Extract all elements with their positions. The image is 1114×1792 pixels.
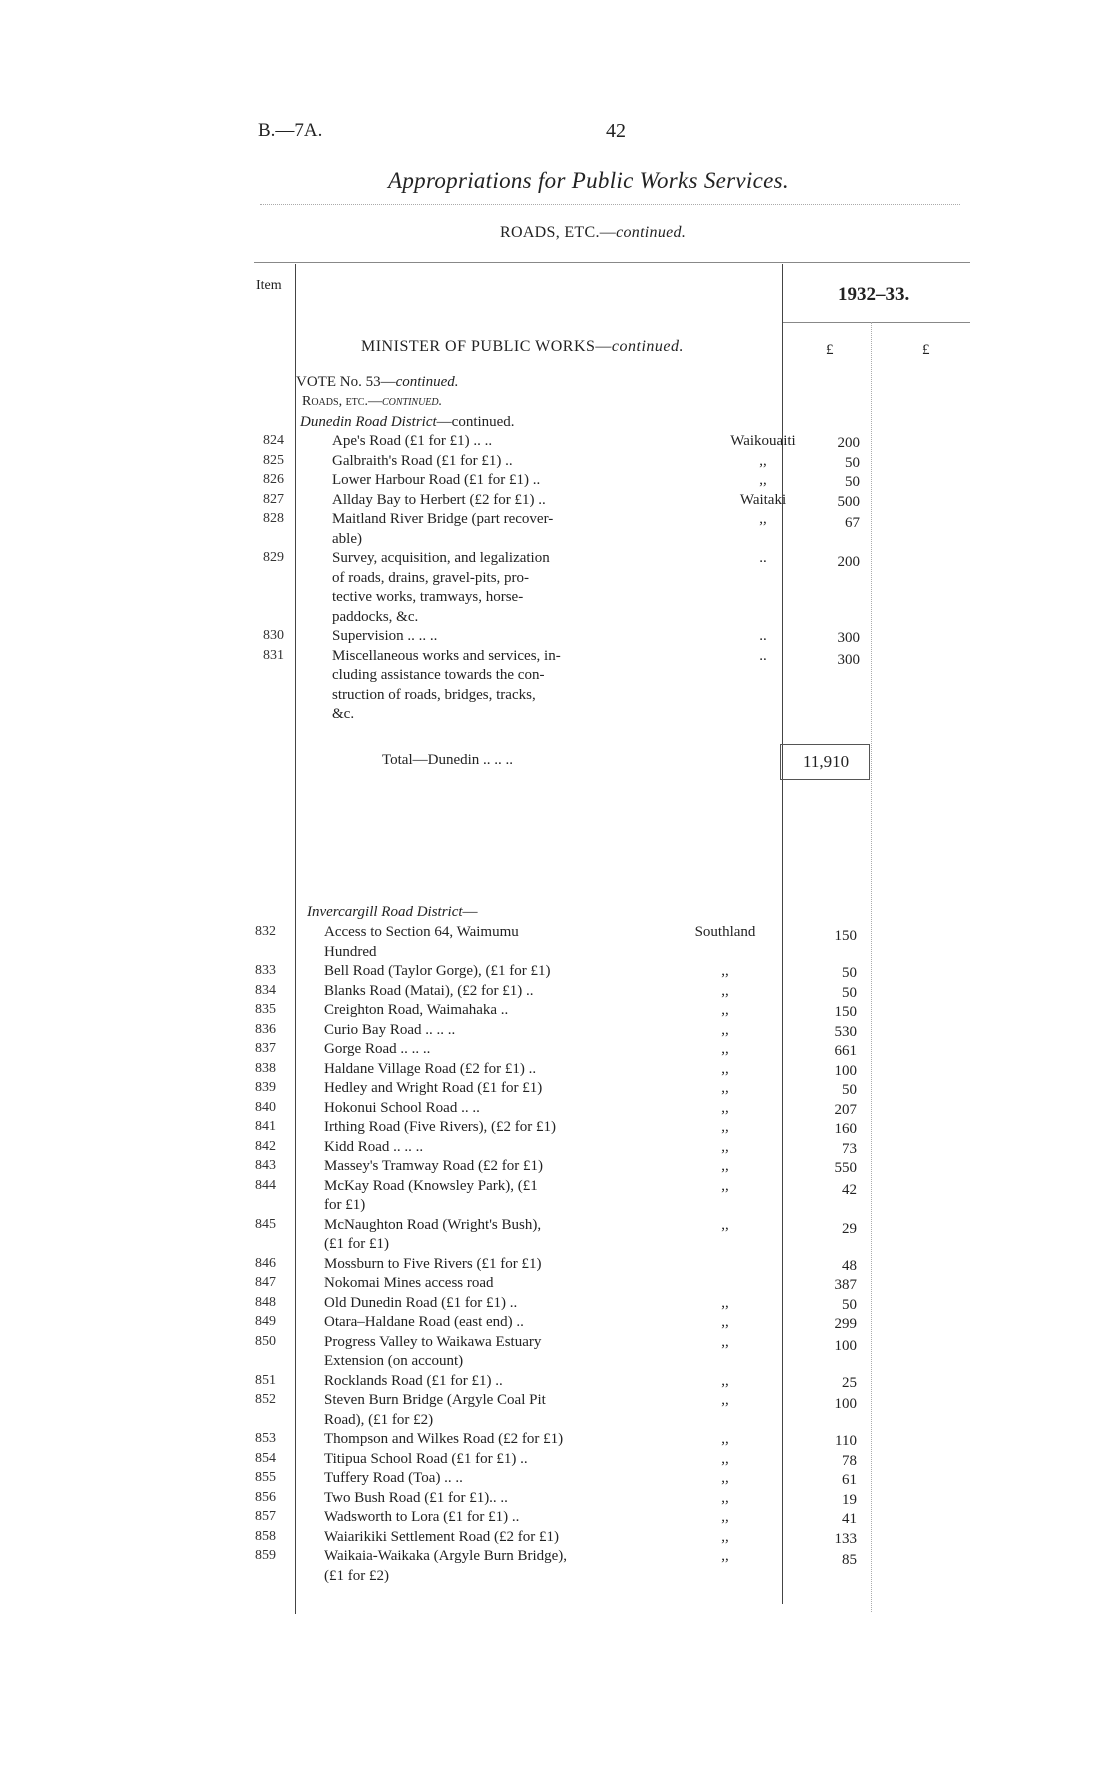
section-heading — [500, 224, 686, 242]
item-amount: 387 — [834, 1277, 857, 1293]
second-amount-column-rule — [871, 322, 872, 1612]
item-description: Maitland River Bridge (part recover- — [332, 511, 554, 527]
item-number: 846 — [255, 1255, 276, 1271]
item-number: 830 — [263, 628, 284, 643]
minister-heading-main: MINISTER OF PUBLIC WORKS— — [361, 338, 612, 355]
item-description: for £1) — [324, 1197, 366, 1213]
item-location: Waikouaiti — [730, 433, 796, 449]
item-description: Nokomai Mines access road — [324, 1275, 494, 1291]
item-description: Lower Harbour Road (£1 for £1) .. — [332, 472, 541, 488]
item-amount: 50 — [842, 984, 857, 1001]
item-description: Otara–Haldane Road (east end) .. — [324, 1314, 524, 1330]
item-location: ,, — [721, 1528, 729, 1545]
item-number: 831 — [263, 647, 284, 663]
item-amount: 550 — [834, 1160, 857, 1176]
item-number: 858 — [255, 1528, 276, 1544]
year-column-header: 1932–33. — [838, 284, 910, 305]
item-amount: 530 — [834, 1023, 857, 1040]
table-top-rule — [254, 262, 970, 263]
item-description: Gorge Road .. .. .. — [324, 1041, 431, 1057]
item-amount: 61 — [842, 1472, 857, 1488]
item-description: struction of roads, bridges, tracks, — [332, 686, 536, 703]
item-location: ,, — [759, 511, 767, 527]
item-location: ,, — [721, 1080, 729, 1096]
item-amount: 50 — [842, 1082, 857, 1098]
item-number: 837 — [255, 1041, 276, 1056]
item-location: ,, — [721, 963, 729, 979]
item-number: 853 — [255, 1431, 276, 1446]
year-underline — [782, 322, 970, 323]
item-description: Allday Bay to Herbert (£2 for £1) .. — [332, 491, 546, 508]
item-location: .. — [759, 628, 767, 644]
item-location: ,, — [759, 452, 767, 469]
item-description: Irthing Road (Five Rivers), (£2 for £1) — [324, 1119, 557, 1135]
item-number: 852 — [255, 1392, 276, 1407]
vote-heading — [296, 374, 458, 391]
item-location: ,, — [721, 1041, 729, 1057]
item-description: Hokonui School Road .. .. — [324, 1099, 480, 1116]
item-description: (£1 for £1) — [324, 1236, 389, 1252]
item-amount: 100 — [834, 1337, 857, 1354]
item-description: Ape's Road (£1 for £1) .. .. — [332, 433, 493, 449]
item-amount: 100 — [834, 1396, 857, 1412]
item-location: ,, — [721, 1138, 729, 1155]
currency-label-1: £ — [826, 342, 834, 358]
item-description: Hedley and Wright Road (£1 for £1) — [324, 1080, 543, 1096]
item-amount: 85 — [842, 1552, 857, 1568]
invercargill-district-heading — [307, 904, 478, 921]
item-number: 832 — [255, 924, 276, 939]
item-location: ,, — [721, 1392, 729, 1408]
title-rule — [260, 204, 960, 205]
item-amount: 200 — [837, 435, 860, 451]
item-amount: 100 — [834, 1062, 857, 1079]
item-location: Southland — [694, 924, 756, 940]
item-amount: 50 — [845, 474, 860, 490]
item-amount: 661 — [834, 1043, 857, 1059]
page-title: Appropriations for Public Works Services. — [388, 168, 789, 193]
item-number: 845 — [255, 1216, 276, 1232]
item-number: 854 — [255, 1450, 276, 1466]
item-description: tective works, tramways, horse- — [332, 589, 524, 605]
item-number: 859 — [255, 1548, 276, 1563]
currency-label-2: £ — [922, 342, 930, 358]
item-description: (£1 for £2) — [324, 1567, 389, 1584]
item-location: ,, — [721, 1119, 729, 1135]
dunedin-total-amount: 11,910 — [803, 752, 850, 771]
item-amount: 150 — [834, 1004, 857, 1020]
item-number: 848 — [255, 1294, 276, 1310]
item-amount: 500 — [837, 493, 860, 510]
item-location: .. — [759, 550, 767, 566]
item-number: 851 — [255, 1372, 276, 1388]
item-location: ,, — [721, 982, 729, 999]
item-number: 833 — [255, 963, 276, 978]
invercargill-district-name: Invercargill Road District — [307, 904, 463, 920]
minister-heading — [361, 338, 684, 356]
item-location: ,, — [721, 1002, 729, 1018]
item-amount: 299 — [834, 1316, 857, 1332]
section-heading-main: ROADS, ETC.— — [500, 224, 617, 241]
item-amount: 25 — [842, 1374, 857, 1391]
item-description: Massey's Tramway Road (£2 for £1) — [324, 1158, 543, 1174]
item-location: ,, — [721, 1021, 729, 1038]
dunedin-district-suffix: —continued. — [436, 414, 515, 430]
invercargill-district-suffix: — — [462, 904, 478, 920]
item-description: able) — [332, 530, 362, 547]
item-amount: 50 — [845, 454, 860, 471]
item-description: Miscellaneous works and services, in- — [332, 647, 561, 664]
item-description: Curio Bay Road .. .. .. — [324, 1021, 456, 1038]
item-number: 824 — [263, 433, 284, 448]
item-location: ,, — [721, 1158, 729, 1174]
item-location: ,, — [721, 1314, 729, 1330]
item-location: ,, — [721, 1548, 729, 1564]
item-number: 826 — [263, 472, 284, 487]
item-description: Bell Road (Taylor Gorge), (£1 for £1) — [324, 963, 551, 979]
dunedin-district-heading — [300, 414, 515, 431]
item-description: Steven Burn Bridge (Argyle Coal Pit — [324, 1392, 546, 1408]
item-location: ,, — [721, 1372, 729, 1389]
item-number: 843 — [255, 1158, 276, 1173]
item-location: .. — [759, 647, 767, 664]
item-description: Titipua School Road (£1 for £1) .. — [324, 1450, 528, 1467]
roads-subheading-cont: continued. — [381, 394, 443, 409]
item-description: Creighton Road, Waimahaka .. — [324, 1002, 509, 1018]
item-description: McKay Road (Knowsley Park), (£1 — [324, 1177, 538, 1194]
dunedin-total-label: Total—Dunedin .. .. .. — [382, 752, 514, 768]
item-amount: 207 — [834, 1101, 857, 1118]
item-amount: 42 — [842, 1181, 857, 1198]
item-number: 829 — [263, 550, 284, 565]
item-location: ,, — [721, 1099, 729, 1116]
minister-heading-cont: continued. — [611, 338, 684, 355]
item-amount: 160 — [834, 1121, 857, 1137]
dunedin-district-name: Dunedin Road District — [300, 414, 437, 430]
item-description: Mossburn to Five Rivers (£1 for £1) — [324, 1255, 542, 1272]
item-amount: 67 — [845, 515, 860, 531]
item-number: 839 — [255, 1080, 276, 1095]
vote-heading-cont: continued. — [395, 374, 459, 390]
item-description: &c. — [332, 706, 355, 722]
item-description: cluding assistance towards the con- — [332, 667, 545, 683]
item-number: 841 — [255, 1119, 276, 1134]
item-amount: 73 — [842, 1140, 857, 1157]
item-description: Two Bush Road (£1 for £1).. .. — [324, 1489, 508, 1506]
item-number: 827 — [263, 491, 284, 507]
item-number: 844 — [255, 1177, 276, 1193]
item-location: Waitaki — [739, 491, 787, 508]
item-description: Road), (£1 for £2) — [324, 1411, 434, 1428]
item-description: Survey, acquisition, and legalization — [332, 550, 550, 566]
item-description: Waikaia-Waikaka (Argyle Burn Bridge), — [324, 1548, 568, 1564]
item-description: Galbraith's Road (£1 for £1) .. — [332, 452, 513, 469]
item-description: Rocklands Road (£1 for £1) .. — [324, 1372, 503, 1389]
item-amount: 29 — [842, 1220, 857, 1237]
item-amount: 78 — [842, 1452, 857, 1469]
item-description: Wadsworth to Lora (£1 for £1) .. — [324, 1509, 520, 1525]
item-description: of roads, drains, gravel-pits, pro- — [332, 569, 530, 586]
item-amount: 300 — [837, 630, 860, 646]
item-number: 838 — [255, 1060, 276, 1076]
item-amount: 50 — [842, 1296, 857, 1313]
item-description: Progress Valley to Waikawa Estuary — [324, 1333, 542, 1350]
item-location: ,, — [721, 1216, 729, 1233]
item-amount: 133 — [834, 1530, 857, 1547]
item-description: Supervision .. .. .. — [332, 628, 438, 644]
item-number: 857 — [255, 1509, 276, 1524]
item-description: Waiarikiki Settlement Road (£2 for £1) — [324, 1528, 559, 1545]
item-amount: 50 — [842, 965, 857, 981]
item-description: Blanks Road (Matai), (£2 for £1) .. — [324, 982, 534, 999]
item-location: ,, — [721, 1060, 729, 1077]
item-amount: 41 — [842, 1511, 857, 1527]
item-number: 840 — [255, 1099, 276, 1115]
item-description: Thompson and Wilkes Road (£2 for £1) — [324, 1431, 564, 1447]
item-amount: 48 — [842, 1257, 857, 1274]
item-amount: 150 — [834, 928, 857, 944]
item-number: 847 — [255, 1275, 276, 1290]
item-description: Haldane Village Road (£2 for £1) .. — [324, 1060, 537, 1077]
item-number: 835 — [255, 1002, 276, 1017]
item-column-header: Item — [256, 278, 282, 293]
document-reference: B.—7A. — [258, 120, 323, 141]
item-number: 834 — [255, 982, 276, 998]
item-column-rule — [295, 264, 296, 1614]
item-number: 842 — [255, 1138, 276, 1154]
item-description: paddocks, &c. — [332, 608, 419, 625]
item-amount: 19 — [842, 1491, 857, 1508]
item-location: ,, — [721, 1509, 729, 1525]
item-description: Old Dunedin Road (£1 for £1) .. — [324, 1294, 518, 1311]
item-amount: 110 — [835, 1433, 857, 1449]
item-number: 836 — [255, 1021, 276, 1037]
item-amount: 300 — [837, 651, 860, 668]
item-description: Hundred — [324, 943, 377, 960]
item-location: ,, — [721, 1294, 729, 1311]
item-location: ,, — [721, 1333, 729, 1350]
item-location: ,, — [721, 1450, 729, 1467]
item-amount: 200 — [837, 554, 860, 570]
item-location: ,, — [759, 472, 767, 488]
item-location: ,, — [721, 1489, 729, 1506]
item-number: 828 — [263, 511, 284, 526]
item-number: 855 — [255, 1470, 276, 1485]
item-location: ,, — [721, 1431, 729, 1447]
item-description: Access to Section 64, Waimumu — [324, 924, 519, 940]
roads-subheading-main: Roads, etc.— — [302, 394, 382, 409]
item-number: 856 — [255, 1489, 276, 1505]
item-location: ,, — [721, 1177, 729, 1194]
page-number: 42 — [606, 120, 626, 142]
item-number: 849 — [255, 1314, 276, 1329]
item-description: McNaughton Road (Wright's Bush), — [324, 1216, 542, 1233]
item-description: Tuffery Road (Toa) .. .. — [324, 1470, 463, 1486]
item-number: 825 — [263, 452, 284, 468]
section-heading-cont: continued. — [616, 224, 687, 241]
item-description: Kidd Road .. .. .. — [324, 1138, 424, 1155]
item-number: 850 — [255, 1333, 276, 1349]
item-description: Extension (on account) — [324, 1353, 464, 1369]
roads-subheading — [302, 394, 442, 410]
vote-heading-main: VOTE No. 53— — [296, 374, 396, 390]
item-location: ,, — [721, 1470, 729, 1486]
